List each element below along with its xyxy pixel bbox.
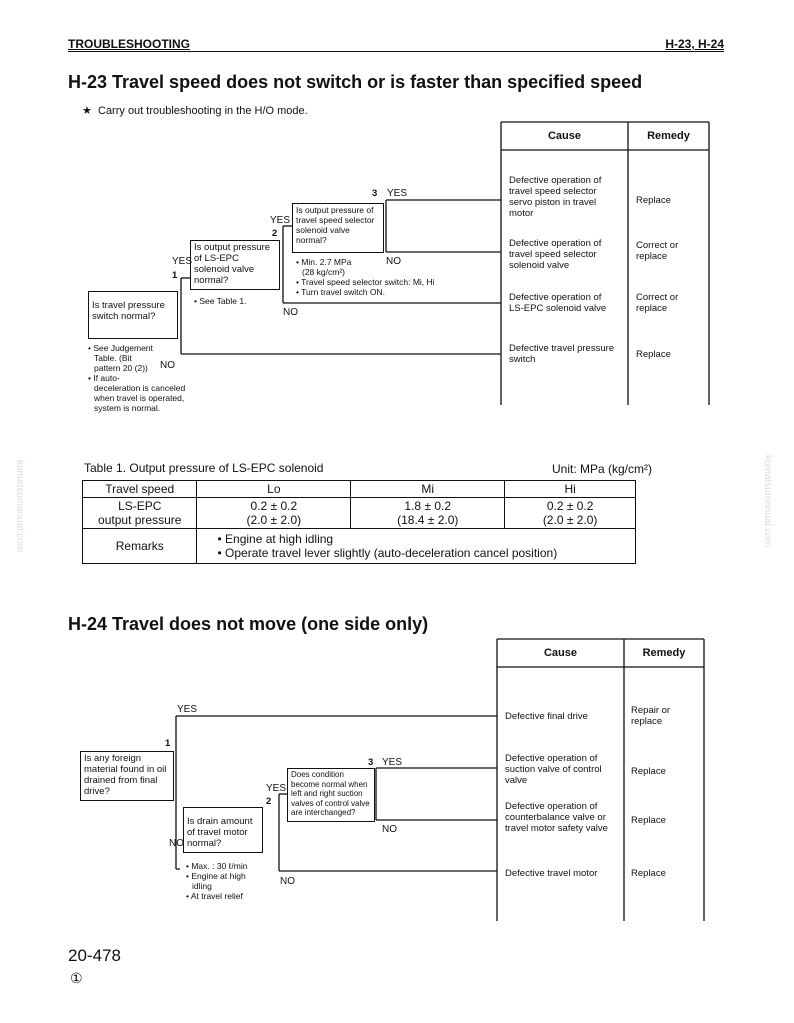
h23-no-3: NO <box>386 256 401 267</box>
h23-q1-notes: • See Judgement Table. (Bit pattern 20 (2)) • If auto- deceleration is canceled when travel is operated, system is normal. <box>88 343 186 413</box>
table-row: LS-EPC output pressure 0.2 ± 0.2 (2.0 ± 2.0) 1.8 ± 0.2 (18.4 ± 2.0) 0.2 ± 0.2 (2.0 ± 2.0) <box>83 498 636 529</box>
page-number: 20-478 <box>68 946 121 965</box>
h23-step-3: 3 <box>372 188 378 199</box>
h23-q3-notes: • Min. 2.7 MPa (28 kg/cm²) • Travel speed selector switch: Mi, Hi • Turn travel switch ON. <box>296 257 435 297</box>
h24-question-1: Is any foreign material found in oil drained from final drive? <box>80 751 174 801</box>
h23-question-1: Is travel pressure switch normal? <box>88 291 178 339</box>
h23-yes-2: YES <box>270 215 291 226</box>
h24-remedy-3: Replace <box>631 815 666 826</box>
page-codes: H-23, H-24 <box>665 37 724 51</box>
h23-question-3: Is output pressure of travel speed selector solenoid valve normal? <box>292 203 384 253</box>
h24-cause-4: Defective travel motor <box>505 868 598 879</box>
h23-cause-2: Defective operation of travel speed selector solenoid valve <box>509 238 602 271</box>
h24-step-2: 2 <box>266 796 272 807</box>
h24-no-2: NO <box>280 876 295 887</box>
h23-cause-1: Defective operation of travel speed selector servo piston in travel motor <box>509 175 602 219</box>
h24-no-1: NO <box>169 838 184 849</box>
h24-yes-1: YES <box>177 704 198 715</box>
h23-cause-3: Defective operation of LS-EPC solenoid valve <box>509 292 607 314</box>
revision-mark: ① <box>70 970 83 986</box>
h24-remedy-1: Repair or replace <box>631 705 671 727</box>
h24-cause-2: Defective operation of suction valve of control valve <box>505 753 602 786</box>
h24-step-3: 3 <box>368 757 374 768</box>
h23-remedy-1: Replace <box>636 195 671 206</box>
h24-yes-3: YES <box>382 757 403 768</box>
star-icon: ★ <box>82 105 92 117</box>
watermark-left: komatsumanual.com <box>14 460 25 553</box>
h23-q2-note: • See Table 1. <box>194 296 247 306</box>
h23-no-2: NO <box>283 307 298 318</box>
h23-title: H-23 Travel speed does not switch or is faster than specified speed <box>68 72 643 92</box>
h24-cause-3: Defective operation of counterbalance valve or travel motor safety valve <box>505 801 608 834</box>
h23-no-1: NO <box>160 360 175 371</box>
h24-yes-2: YES <box>266 783 287 794</box>
h24-remedy-2: Replace <box>631 766 666 777</box>
table-row: Remarks • Engine at high idling • Operate travel lever slightly (auto-deceleration cancel position) <box>83 529 636 564</box>
h24-step-1: 1 <box>165 738 171 749</box>
h23-remedy-2: Correct or replace <box>636 240 679 262</box>
h24-remedy-header: Remedy <box>642 647 686 659</box>
table-header-row: Travel speed Lo Mi Hi <box>83 481 636 498</box>
pressure-table <box>82 480 636 564</box>
h23-yes-3: YES <box>387 188 408 199</box>
h23-step-2: 2 <box>272 228 278 239</box>
h24-title: H-24 Travel does not move (one side only) <box>68 614 429 634</box>
h24-no-3: NO <box>382 824 397 835</box>
h24-q2-notes: • Max. : 30 ℓ/min • Engine at high idling • At travel relief <box>186 861 248 901</box>
h23-remedy-4: Replace <box>636 349 671 360</box>
h23-cause-header: Cause <box>547 130 582 142</box>
h24-remedy-4: Replace <box>631 868 666 879</box>
h24-cause-1: Defective final drive <box>505 711 588 722</box>
h24-question-2: Is drain amount of travel motor normal? <box>183 807 263 853</box>
h24-question-3: Does condition become normal when left and right suction valves of control valve are interchanged? <box>287 768 375 822</box>
h23-cause-4: Defective travel pressure switch <box>509 343 615 365</box>
h23-remedy-header: Remedy <box>647 130 690 142</box>
h24-cause-header: Cause <box>543 647 578 659</box>
h23-question-2: Is output pressure of LS-EPC solenoid valve normal? <box>190 240 280 290</box>
h23-note: ★ Carry out troubleshooting in the H/O mode. <box>82 105 308 117</box>
watermark-right: komatsumanual.com <box>762 455 773 548</box>
section-header: TROUBLESHOOTING <box>68 37 190 51</box>
h23-remedy-3: Correct or replace <box>636 292 679 314</box>
h23-yes-1: YES <box>172 256 193 267</box>
table1-caption: Table 1. Output pressure of LS-EPC solenoid <box>84 461 324 475</box>
table1-unit: Unit: MPa (kg/cm²) <box>552 462 653 476</box>
h23-step-1: 1 <box>172 270 178 281</box>
